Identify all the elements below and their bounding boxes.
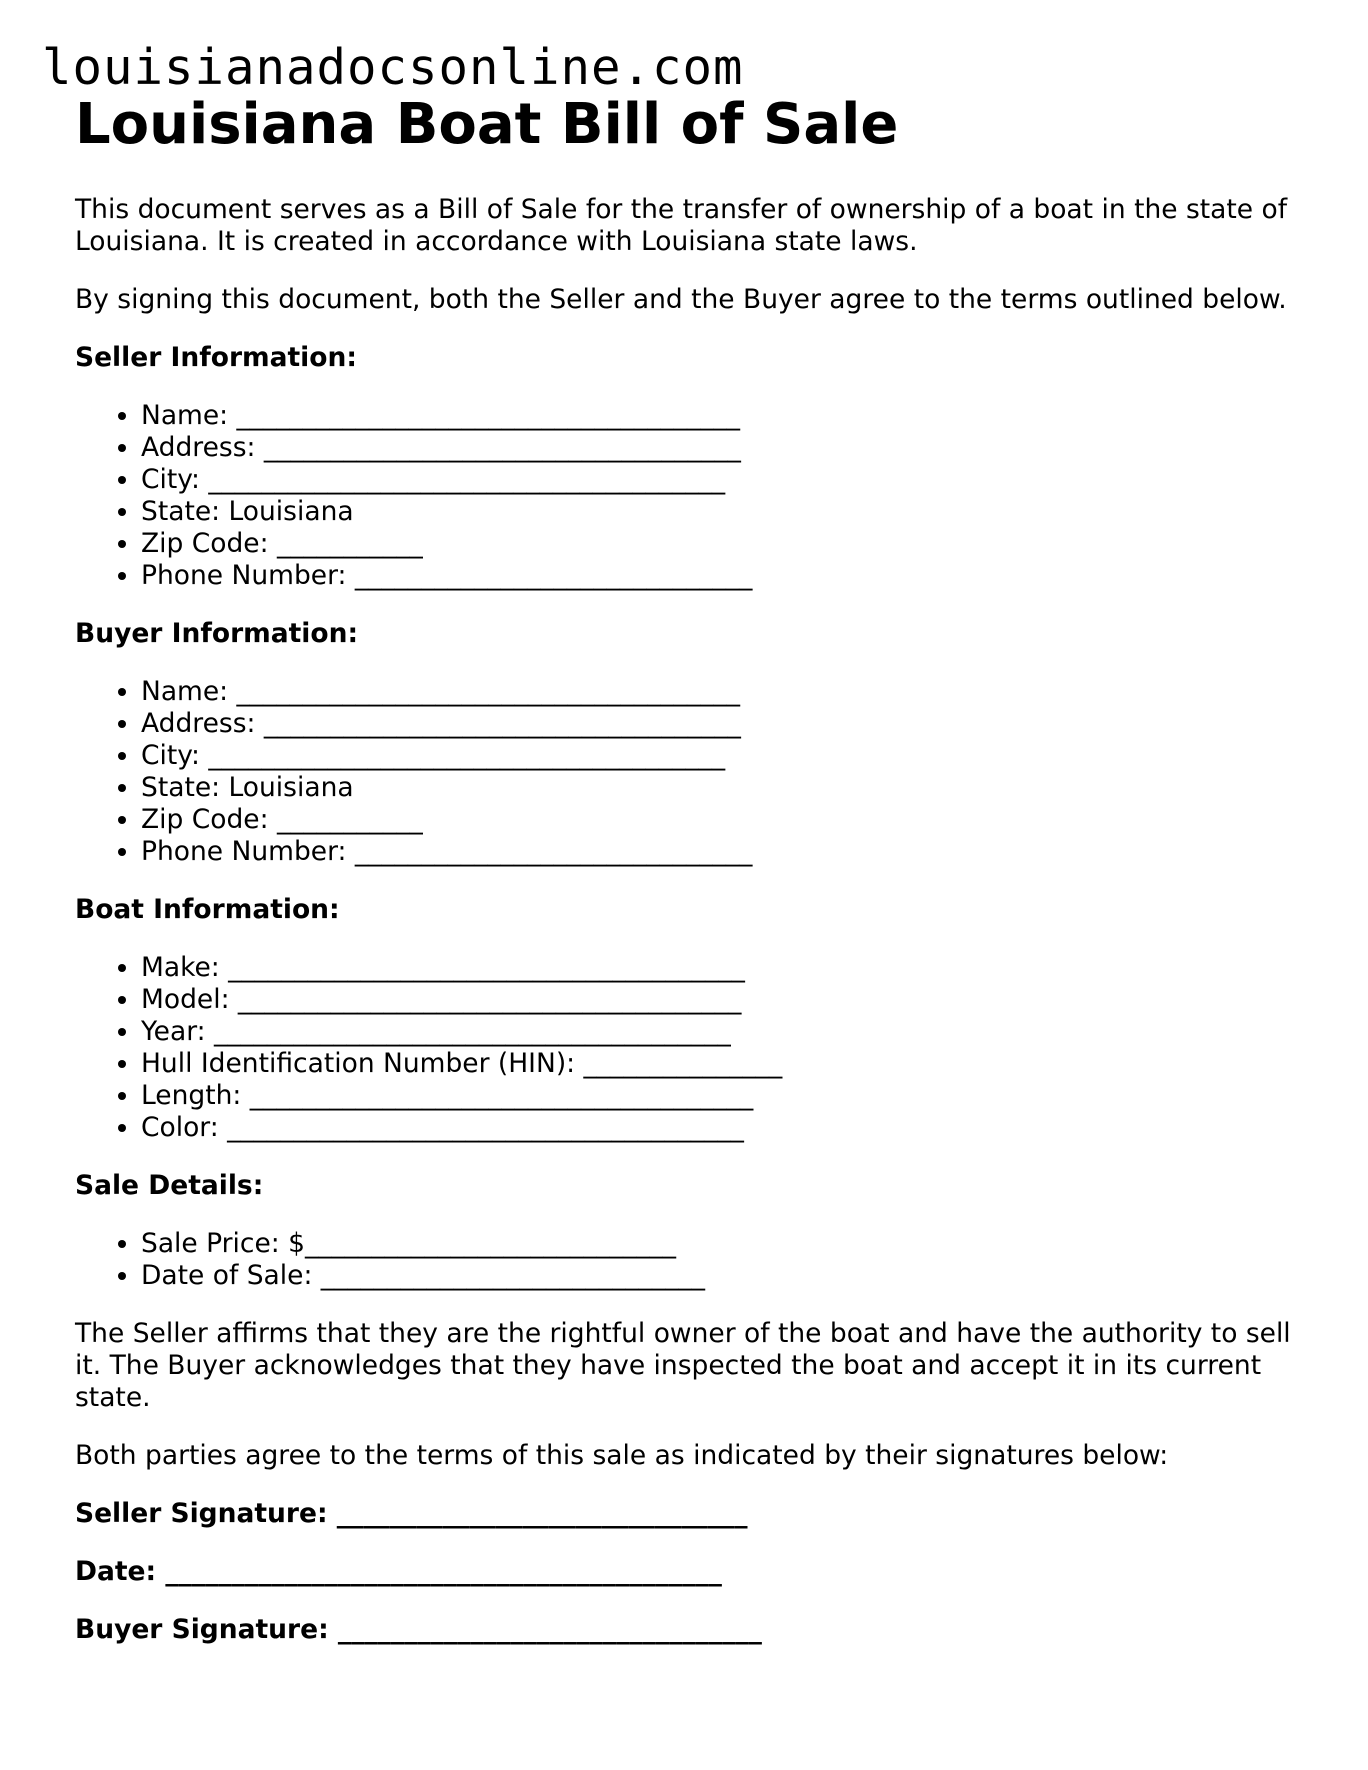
seller-zip-field: • Zip Code: ___________ (141, 528, 1305, 560)
sale-date-field: • Date of Sale: _____________________________ (141, 1260, 1305, 1292)
seller-name-field: • Name: ______________________________________ (141, 400, 1305, 432)
boat-make-field: • Make: _______________________________________ (141, 952, 1305, 984)
affirmation-paragraph: The Seller affirms that they are the rightful owner of the boat and have the authority to sell it. The Buyer acknowledges that they have inspected the boat and accept it in its current state. (75, 1318, 1291, 1413)
buyer-state-field: • State: Louisiana (141, 772, 1305, 804)
signature-date-line: Date: __________________________________________ (75, 1556, 722, 1587)
boat-info-list (75, 952, 1305, 1144)
seller-info-list (75, 400, 1305, 592)
seller-phone-field: • Phone Number: ______________________________ (141, 560, 1305, 592)
seller-city-field: • City: _______________________________________ (141, 464, 1305, 496)
sale-price-field: • Sale Price: $____________________________ (141, 1228, 1305, 1260)
boat-year-field: • Year: _______________________________________ (141, 1016, 1305, 1048)
boat-hin-field: • Hull Identification Number (HIN): _______________ (141, 1048, 1305, 1080)
seller-address-field: • Address: ____________________________________ (141, 432, 1305, 464)
sale-details-list (75, 1228, 1305, 1292)
agreement-paragraph: By signing this document, both the Seller and the Buyer agree to the terms outlined below. (75, 284, 1287, 315)
buyer-address-field: • Address: ____________________________________ (141, 708, 1305, 740)
boat-model-field: • Model: ______________________________________ (141, 984, 1305, 1016)
signature-intro-paragraph: Both parties agree to the terms of this sale as indicated by their signatures below: (75, 1440, 1169, 1471)
site-watermark: louisianadocsonline.com (42, 39, 744, 96)
buyer-signature-line: Buyer Signature: ________________________________ (75, 1614, 762, 1645)
buyer-phone-field: • Phone Number: ______________________________ (141, 836, 1305, 868)
boat-color-field: • Color: _______________________________________ (141, 1112, 1305, 1144)
buyer-zip-field: • Zip Code: ___________ (141, 804, 1305, 836)
buyer-info-list (75, 676, 1305, 868)
document-body (75, 194, 1305, 1672)
buyer-info-heading: Buyer Information: (75, 618, 359, 649)
seller-state-field: • State: Louisiana (141, 496, 1305, 528)
intro-paragraph: This document serves as a Bill of Sale for the transfer of ownership of a boat in the state of Louisiana. It is created in accordance with Louisiana state laws. (75, 194, 1288, 257)
boat-length-field: • Length: ______________________________________ (141, 1080, 1305, 1112)
buyer-name-field: • Name: ______________________________________ (141, 676, 1305, 708)
seller-signature-line: Seller Signature: _______________________________ (75, 1498, 748, 1529)
boat-info-heading: Boat Information: (75, 894, 340, 925)
buyer-city-field: • City: _______________________________________ (141, 740, 1305, 772)
document-title: Louisiana Boat Bill of Sale (75, 92, 899, 157)
seller-info-heading: Seller Information: (75, 342, 357, 373)
sale-details-heading: Sale Details: (75, 1170, 264, 1201)
